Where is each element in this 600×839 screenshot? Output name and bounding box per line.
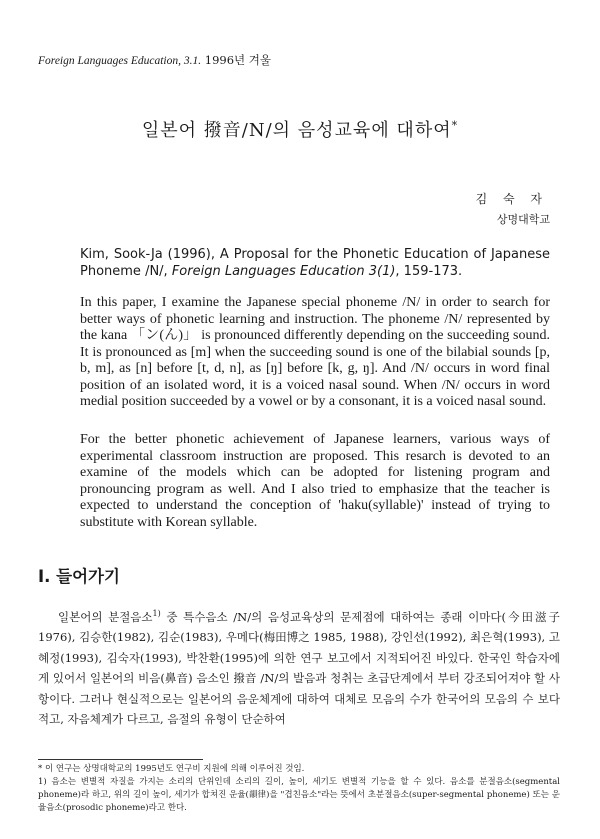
body-text-rest: 중 특수음소 /N/의 음성교육상의 문제점에 대하여는 종래 이마다(今田滋子 1976), 김승한(1982), 김순(1983), 우메다(梅田博之 1985, 1988), 강인선(1992), 최은혁(1993), 고혜정(1993), 김숙자(1993), 박찬환(1995)에 의한 연구 보고에서 지적되어진 바있다. 한국인 학습자에게 있어서 일본어의 비음(鼻音) 음소인 撥音 /N/의 발음과 청취는 초급단계에서 부터 강조되어져야 할 사항이다. 그러나 현실적으로는 일본어의 음운체계에 대하여 대체로 모음의 수가 한국어의 모음의 수 보다 적고, 자음체계가 다르고, 음절의 유형이 단순하여 [38, 609, 560, 727]
journal-name: Foreign Languages Education, 3.1. [38, 55, 202, 67]
citation [80, 246, 550, 280]
body-paragraph [38, 604, 560, 730]
paper-title-text: 일본어 撥音/N/의 음성교육에 대하여 [141, 120, 452, 141]
abstract-paragraph-1: In this paper, I examine the Japanese special phoneme /N/ in order to search for better ways of phonetic learning and instruction. The phoneme /N/ represented by the kana 「ン(ん)」 is pronounced differently depending on the succeeding sound. It is pronounced as [m] when the succeeding sound is one of the bilabial sounds [p, b, m], as [n] before [t, d, n], as [ŋ] before [k, g, ŋ]. And /N/ occurs in word final position of an isolated word, it is a voiced nasal sound. When /N/ occurs in word medial position succeeded by a vowel or by a consonant, it is a voiced nasal sound. [80, 295, 550, 409]
title-footnote-mark: * [451, 119, 459, 132]
citation-journal: Foreign Languages Education 3(1) [171, 264, 396, 279]
section-heading: I. 들어가기 [38, 567, 120, 586]
running-header [38, 52, 271, 68]
body-text-start: 일본어의 분절음소 [58, 609, 153, 624]
footnote-ref-1[interactable]: 1) [152, 609, 161, 618]
author-name: 김 숙 자 [475, 192, 548, 206]
paper-title [0, 116, 600, 142]
citation-suffix: , 159-173. [395, 264, 463, 279]
citation-prefix: Kim, Sook-Ja (1996), A Proposal for the Phonetic Education of Japanese Phoneme /N/, [80, 247, 550, 279]
author-affiliation: 상명대학교 [496, 213, 550, 226]
footnote-1: 1) 음소는 변별적 자질을 가지는 소리의 단위인데 소리의 길이, 높이, 세기도 변별적 기능을 할 수 있다. 음소를 분절음소(segmental phoneme)라 하고, 위의 길이 높이, 세기가 합쳐진 운율(韻律)을 "겹친음소"라는 뜻에서 초분절음소(super-segmental phoneme) 또는 운율음소(prosodic phoneme)라고 한다. [38, 777, 560, 813]
footnote-funding: * 이 연구는 상명대학교의 1995년도 연구비 지원에 의해 이루어진 것임. [38, 764, 305, 774]
abstract-paragraph-2: For the better phonetic achievement of Japanese learners, various ways of experimental classroom instruction are proposed. This resarch is devoted to an examine of the models which can be adopted for listening program and pronouncing program as well. And I also tried to emphasize that the teacher is expected to understand the conception of 'haku(syllable)' instead of trying to substitute with Korean syllable. [80, 432, 550, 530]
footnote-divider [38, 759, 203, 760]
issue-label: 1996년 겨울 [204, 53, 272, 67]
